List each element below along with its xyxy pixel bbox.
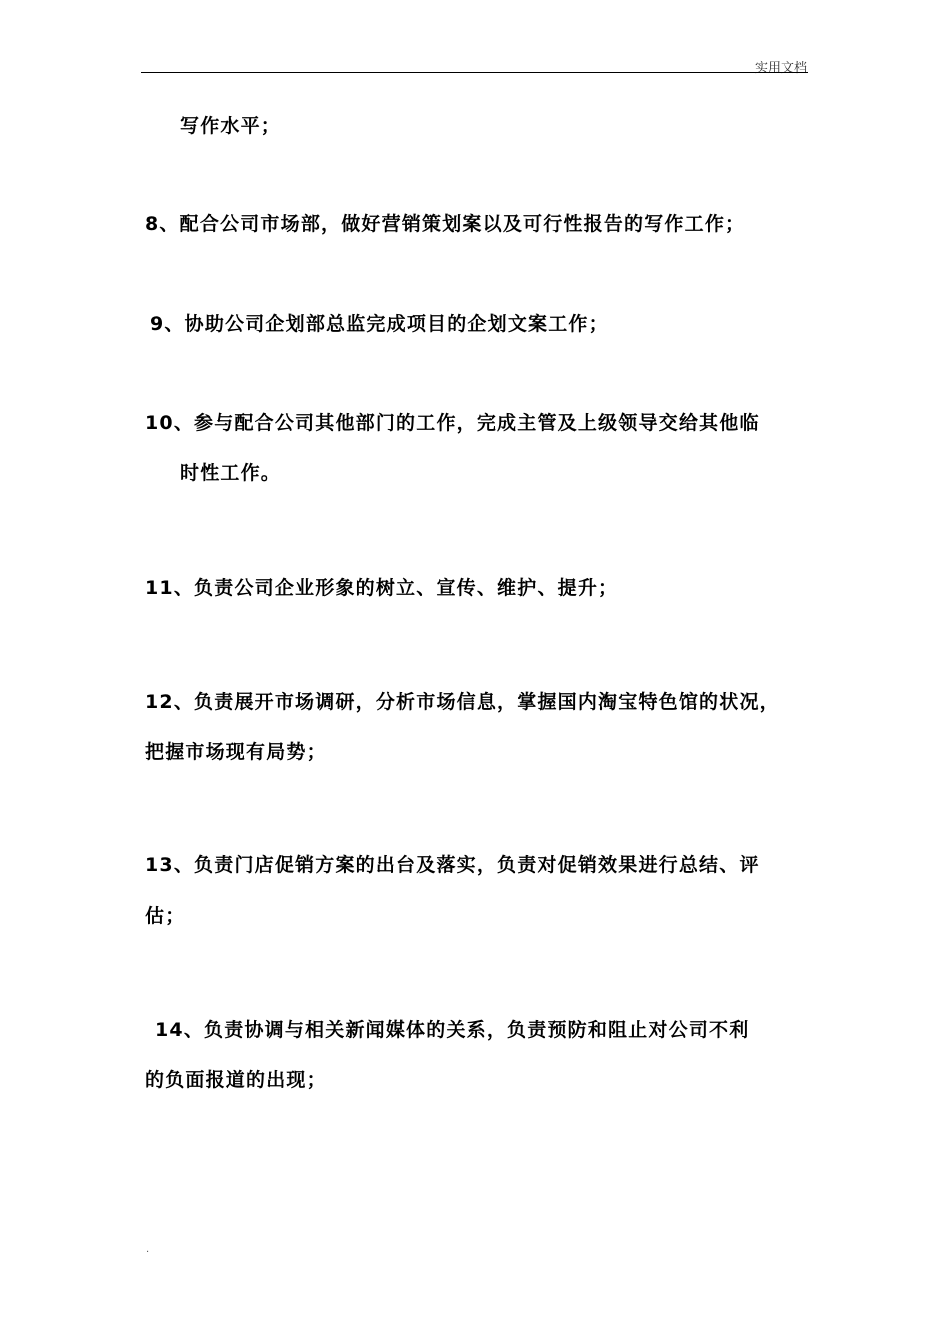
- list-item-14-continuation: 的负面报道的出现；: [145, 1069, 327, 1091]
- footer-mark: .: [146, 1244, 150, 1255]
- list-item-12-continuation: 把握市场现有局势；: [145, 741, 327, 763]
- list-item-13-continuation: 估；: [145, 905, 186, 927]
- list-item-10-continuation: 时性工作。: [180, 462, 282, 484]
- list-item-11: 11、负责公司企业形象的树立、宣传、维护、提升；: [145, 577, 619, 599]
- list-item-line: 写作水平；: [180, 115, 282, 137]
- list-item-8: 8、配合公司市场部，做好营销策划案以及可行性报告的写作工作；: [145, 213, 746, 235]
- header-divider: [141, 72, 808, 73]
- list-item-13: 13、负责门店促销方案的出台及落实，负责对促销效果进行总结、评: [145, 854, 760, 876]
- list-item-14: 14、负责协调与相关新闻媒体的关系，负责预防和阻止对公司不利: [155, 1019, 750, 1041]
- page-header-label: 实用文档: [754, 61, 807, 76]
- list-item-9: 9、协助公司企划部总监完成项目的企划文案工作；: [150, 313, 609, 335]
- list-item-10: 10、参与配合公司其他部门的工作，完成主管及上级领导交给其他临: [145, 412, 760, 434]
- list-item-12: 12、负责展开市场调研，分析市场信息，掌握国内淘宝特色馆的状况，: [145, 691, 780, 713]
